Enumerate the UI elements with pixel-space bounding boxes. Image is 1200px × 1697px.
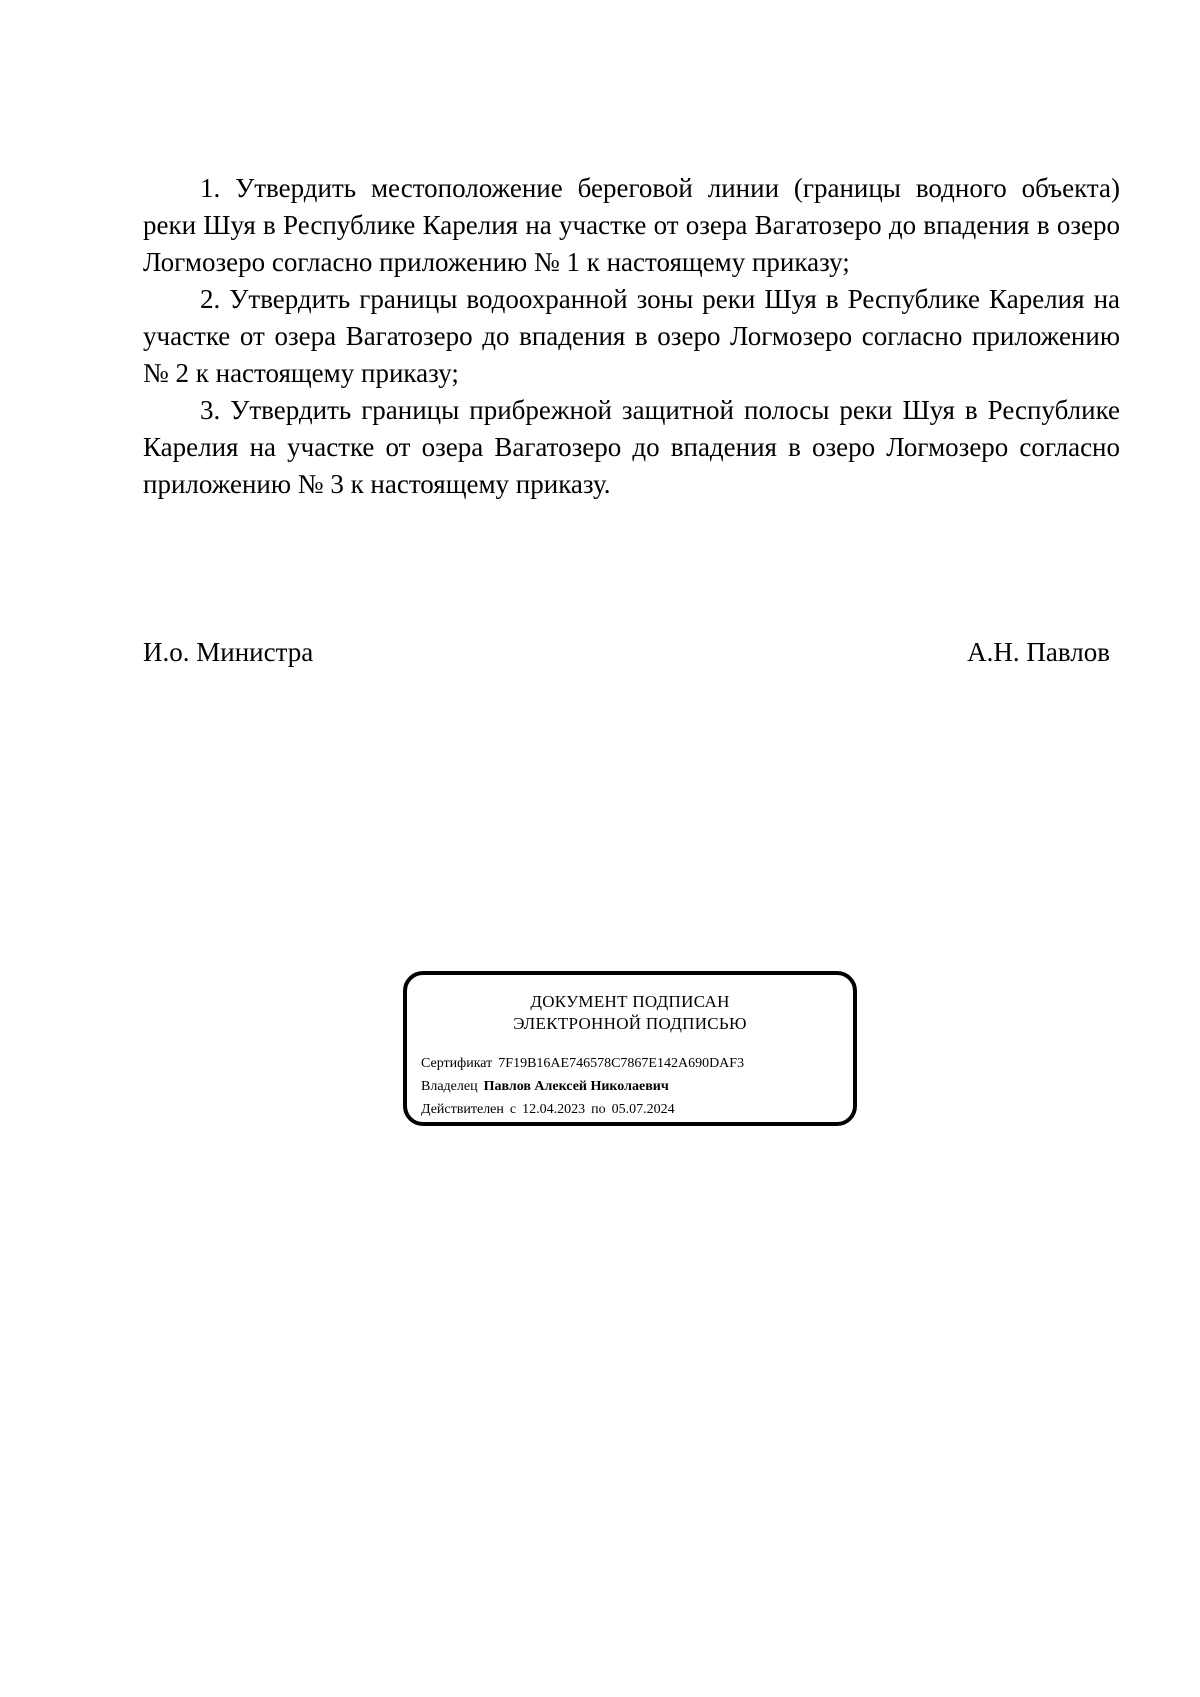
owner-value: Павлов Алексей Николаевич [483, 1079, 669, 1094]
owner-label: Владелец [421, 1079, 478, 1094]
stamp-title [407, 991, 853, 1035]
electronic-signature-stamp [403, 971, 857, 1126]
validity-label: Действителен [421, 1102, 504, 1117]
order-body [143, 170, 1120, 503]
valid-from-date: 12.04.2023 [522, 1102, 586, 1117]
certificate-label: Сертификат [421, 1056, 493, 1071]
stamp-title-line-1: ДОКУМЕНТ ПОДПИСАН [530, 992, 730, 1011]
signatory-name: А.Н. Павлов [967, 637, 1110, 667]
validity-line [421, 1098, 744, 1121]
order-item-1: 1. Утвердить местоположение береговой линии (границы водного объекта) реки Шуя в Республике Карелия на участке от озера Вагатозеро до впадения в озеро Логмозеро согласно приложению № 1 к настоящему приказу; [143, 173, 1120, 277]
order-item-3: 3. Утвердить границы прибрежной защитной полосы реки Шуя в Республике Карелия на участке от озера Вагатозеро до впадения в озеро Логмозеро согласно приложению № 3 к настоящему приказу. [143, 395, 1120, 499]
signatory-position: И.о. Министра [143, 637, 314, 667]
certificate-value: 7F19B16AE746578C7867E142A690DAF3 [498, 1056, 745, 1071]
stamp-title-line-2: ЭЛЕКТРОННОЙ ПОДПИСЬЮ [513, 1014, 747, 1033]
valid-to-date: 05.07.2024 [611, 1102, 675, 1117]
order-item-2: 2. Утвердить границы водоохранной зоны реки Шуя в Республике Карелия на участке от озера Вагатозеро до впадения в озеро Логмозеро согласно приложению № 2 к настоящему приказу; [143, 284, 1120, 388]
valid-to-label: по [591, 1102, 606, 1117]
valid-from-label: с [509, 1102, 517, 1117]
stamp-details [421, 1052, 744, 1121]
owner-line [421, 1075, 744, 1098]
certificate-line [421, 1052, 744, 1075]
